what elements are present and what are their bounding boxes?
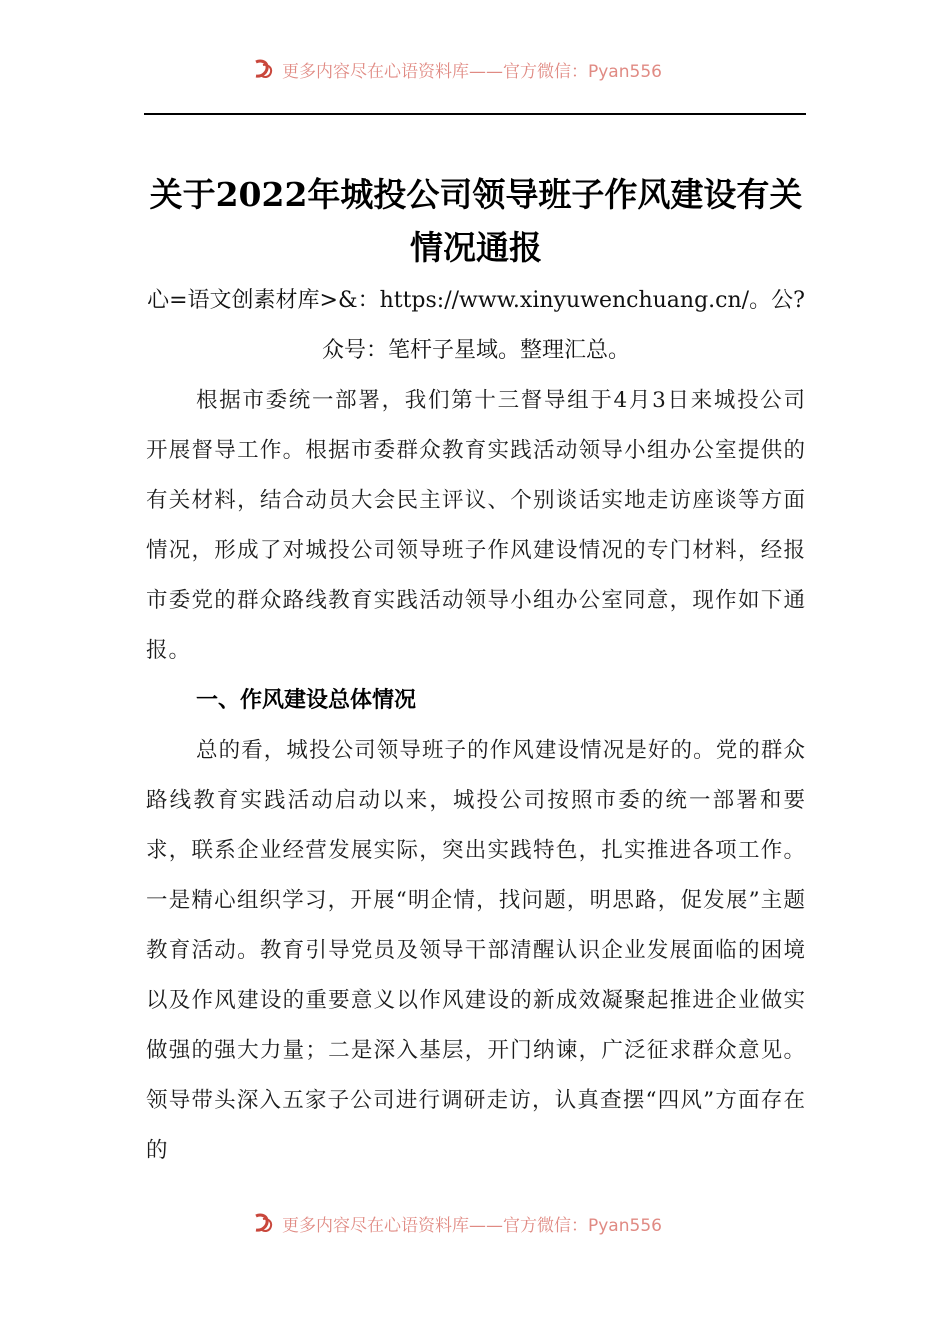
watermark-logo-icon xyxy=(252,1211,276,1235)
section-heading-1: 一、作风建设总体情况 xyxy=(196,688,417,713)
header-rule xyxy=(144,113,806,115)
footer-watermark xyxy=(252,1210,772,1236)
header-watermark xyxy=(252,56,772,82)
watermark-text: 更多内容尽在心语资料库——官方微信：Pyan556 xyxy=(282,1215,662,1236)
source-note: 心=语文创素材库>&：https://www.xinyuwenchuang.cn/。公?众号：笔杆子星域。整理汇总。 xyxy=(147,288,805,363)
document-title: 关于2022年城投公司领导班子作风建设有关情况通报 xyxy=(149,175,803,267)
document-body xyxy=(146,168,806,1176)
section-1-paragraph: 总的看，城投公司领导班子的作风建设情况是好的。党的群众路线教育实践活动启动以来，城投公司按照市委的统一部署和要求，联系企业经营发展实际，突出实践特色，扎实推进各项工作。一是精心组织学习，开展“明企情，找问题，明思路，促发展”主题教育活动。教育引导党员及领导干部清醒认识企业发展面临的困境以及作风建设的重要意义以作风建设的新成效凝聚起推进企业做实做强的强大力量；二是深入基层，开门纳谏，广泛征求群众意见。领导带头深入五家子公司进行调研走访，认真查摆“四风”方面存在的 xyxy=(146,738,806,1163)
intro-paragraph: 根据市委统一部署，我们第十三督导组于4月3日来城投公司开展督导工作。根据市委群众教育实践活动领导小组办公室提供的有关材料，结合动员大会民主评议、个别谈话实地走访座谈等方面情况，形成了对城投公司领导班子作风建设情况的专门材料，经报市委党的群众路线教育实践活动领导小组办公室同意，现作如下通报。 xyxy=(146,388,806,663)
watermark-logo-icon xyxy=(252,57,276,81)
watermark-text: 更多内容尽在心语资料库——官方微信：Pyan556 xyxy=(282,61,662,82)
